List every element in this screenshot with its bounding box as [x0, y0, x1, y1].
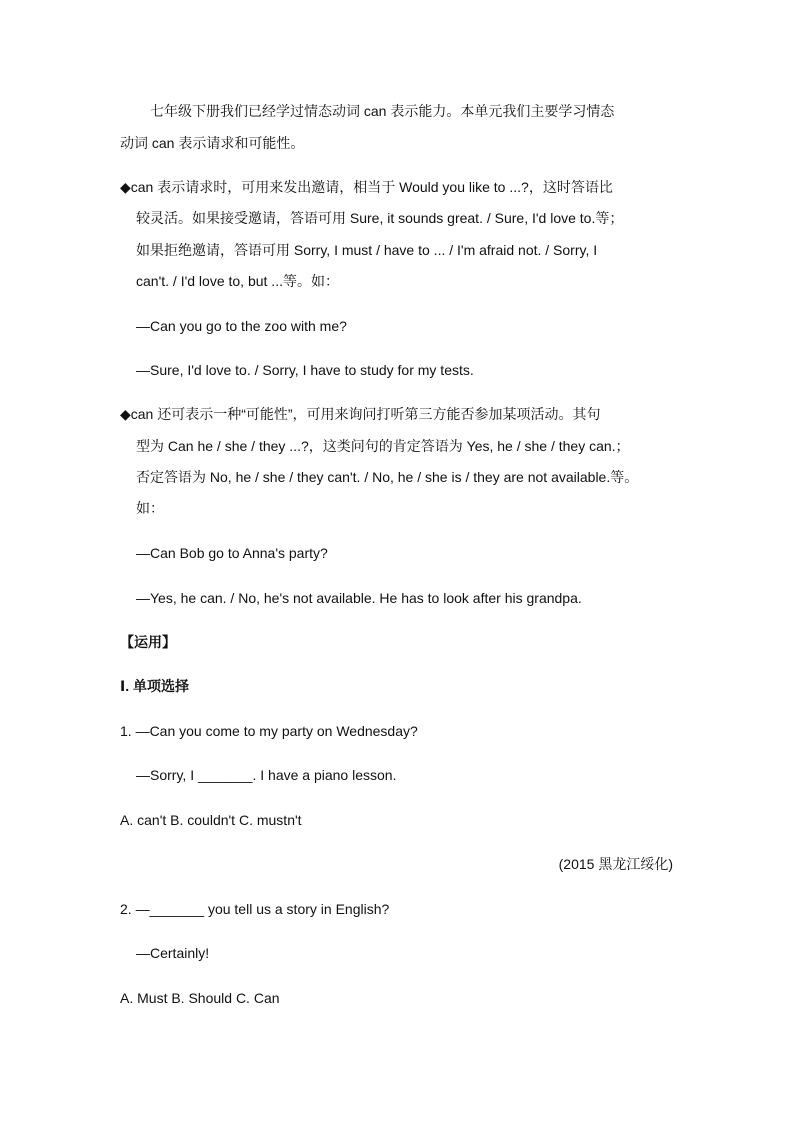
point2-example-answer: —Yes, he can. / No, he's not available. He has to look after his grandpa. [136, 590, 582, 606]
point2-example-question: —Can Bob go to Anna's party? [136, 545, 328, 561]
point2-line-3: 否定答语为 No, he / she / they can't. / No, he / she is / they are not available.等。 [136, 469, 639, 485]
question-1-answer-line: —Sorry, I _______. I have a piano lesson. [136, 767, 397, 783]
point2-line-2: 型为 Can he / she / they ...?，这类问句的肯定答语为 Yes, he / she / they can.； [136, 438, 630, 454]
intro-line-1: 七年级下册我们已经学过情态动词 can 表示能力。本单元我们主要学习情态 [150, 103, 615, 119]
question-2-prompt: 2. —_______ you tell us a story in English? [120, 901, 390, 917]
question-2-options: A. Must B. Should C. Can [120, 990, 280, 1006]
point1-example-question: —Can you go to the zoo with me? [136, 318, 347, 334]
question-2-answer-line: —Certainly! [136, 945, 210, 961]
point1-line-3: 如果拒绝邀请，答语可用 Sorry, I must / have to ... / I'm afraid not. / Sorry, I [136, 242, 598, 258]
point1-line-4: can't. / I'd love to, but ...等。如： [136, 273, 339, 289]
point2-line-4: 如： [136, 500, 164, 516]
point2-line-1: ◆can 还可表示一种“可能性”，可用来询问打听第三方能否参加某项活动。其句 [120, 406, 601, 422]
question-1-options: A. can't B. couldn't C. mustn't [120, 812, 302, 828]
question-1-prompt: 1. —Can you come to my party on Wednesday? [120, 723, 418, 739]
question-1-source: (2015 黑龙江绥化) [558, 856, 673, 872]
point1-line-1: ◆can 表示请求时，可用来发出邀请，相当于 Would you like to ...?，这时答语比 [120, 179, 613, 195]
section-heading: Ⅰ. 单项选择 [120, 678, 189, 694]
point1-line-2: 较灵活。如果接受邀请，答语可用 Sure, it sounds great. / Sure, I'd love to.等； [136, 210, 624, 226]
point1-example-answer: —Sure, I'd love to. / Sorry, I have to study for my tests. [136, 362, 474, 378]
intro-line-2: 动词 can 表示请求和可能性。 [120, 135, 305, 151]
practice-heading: 【运用】 [120, 634, 176, 650]
